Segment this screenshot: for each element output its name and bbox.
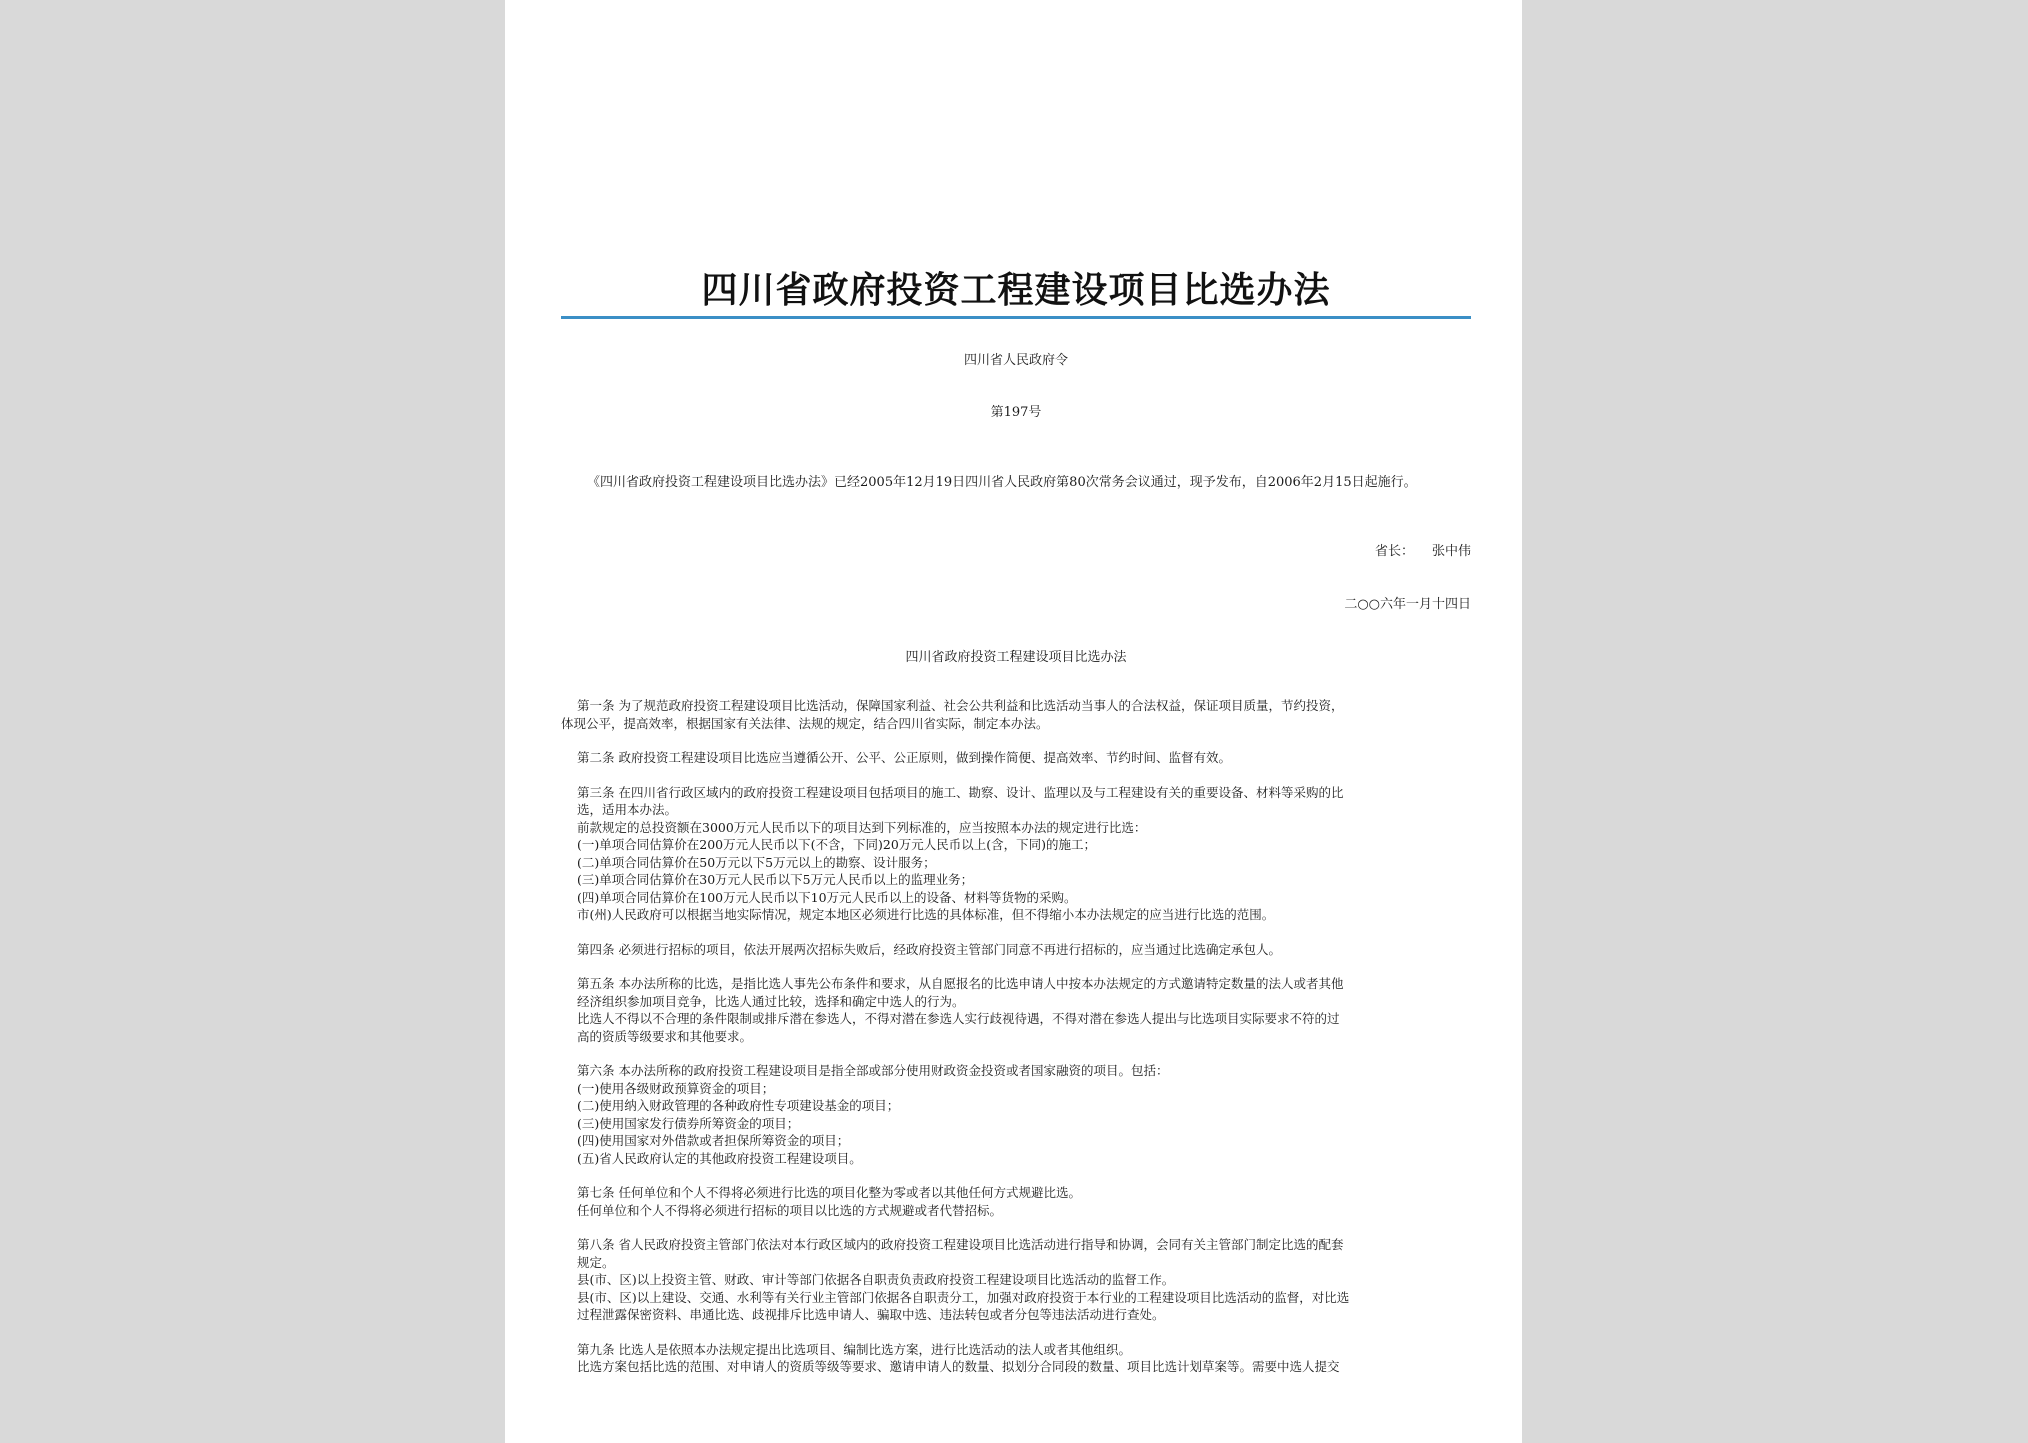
article-line: 过程泄露保密资料、串通比选、歧视排斥比选申请人、骗取中选、违法转包或者分包等违法活动进行查处。: [577, 1307, 1165, 1322]
article-line: (二)使用纳入财政管理的各种政府性专项建设基金的项目；: [577, 1098, 900, 1113]
signing-date: 二○○六年一月十四日: [1344, 597, 1471, 612]
article-paragraph: [561, 1341, 1471, 1376]
article-line: 第九条 比选人是依照本办法规定提出比选项目、编制比选方案，进行比选活动的法人或者其他组织。: [577, 1341, 1131, 1357]
signature-title: 省长：: [1374, 544, 1414, 559]
article-line: 第三条 在四川省行政区域内的政府投资工程建设项目包括项目的施工、勘察、设计、监理以及与工程建设有关的重要设备、材料等采购的比: [577, 784, 1344, 800]
article-line: 高的资质等级要求和其他要求。: [577, 1028, 753, 1044]
article-line: 比选方案包括比选的范围、对申请人的资质等级等要求、邀请申请人的数量、拟划分合同段的数量、项目比选计划草案等。需要中选人提交: [577, 1359, 1340, 1374]
article-line: 任何单位和个人不得将必须进行招标的项目以比选的方式规避或者代替招标。: [577, 1202, 1003, 1218]
article-paragraph: [561, 941, 1471, 959]
article-paragraph: [561, 784, 1471, 924]
article-line: 前款规定的总投资额在3000万元人民币以下的项目达到下列标准的，应当按照本办法的规定进行比选：: [577, 819, 1147, 835]
promulgation-text: 《四川省政府投资工程建设项目比选办法》已经2005年12月19日四川省人民政府第80次常务会议通过，现予发布，自2006年2月15日起施行。: [587, 475, 1417, 490]
article-line: 第七条 任何单位和个人不得将必须进行比选的项目化整为零或者以其他任何方式规避比选。: [577, 1185, 1081, 1200]
article-paragraph: [561, 1062, 1471, 1167]
article-line: 第二条 政府投资工程建设项目比选应当遵循公开、公平、公正原则，做到操作简便、提高效率、节约时间、监督有效。: [577, 750, 1231, 765]
body-title: 四川省政府投资工程建设项目比选办法: [905, 650, 1127, 665]
article-paragraph: [561, 697, 1471, 732]
article-line: (三)单项合同估算价在30万元人民币以下5万元人民币以上的监理业务；: [577, 872, 974, 887]
article-line: 第五条 本办法所称的比选，是指比选人事先公布条件和要求，从自愿报名的比选申请人中按本办法规定的方式邀请特定数量的法人或者其他: [577, 976, 1344, 991]
article-line: (三)使用国家发行债券所筹资金的项目；: [577, 1115, 800, 1131]
article-line: 比选人不得以不合理的条件限制或排斥潜在参选人，不得对潜在参选人实行歧视待遇，不得对潜在参选人提出与比选项目实际要求不符的过: [577, 1011, 1340, 1026]
article-line: 市(州)人民政府可以根据当地实际情况，规定本地区必须进行比选的具体标准，但不得缩小本办法规定的应当进行比选的范围。: [577, 907, 1275, 922]
order-number: 第197号: [990, 405, 1042, 420]
article-line: 第八条 省人民政府投资主管部门依法对本行政区域内的政府投资工程建设项目比选活动进行指导和协调，会同有关主管部门制定比选的配套: [577, 1237, 1344, 1252]
signature-name: 张中伟: [1431, 544, 1471, 559]
article-line: 经济组织参加项目竞争，比选人通过比较，选择和确定中选人的行为。: [577, 993, 965, 1009]
document-page: [505, 0, 1522, 1443]
article-line: (四)单项合同估算价在100万元人民币以下10万元人民币以上的设备、材料等货物的采购。: [577, 889, 1077, 905]
article-line: (一)单项合同估算价在200万元人民币以下(不含，下同)20万元人民币以上(含，下同)的施工；: [577, 837, 1097, 852]
article-line: (五)省人民政府认定的其他政府投资工程建设项目。: [577, 1150, 862, 1166]
article-paragraph: [561, 749, 1471, 767]
issuer-line: 四川省人民政府令: [963, 353, 1068, 368]
article-line: 第六条 本办法所称的政府投资工程建设项目是指全部或部分使用财政资金投资或者国家融资的项目。包括：: [577, 1063, 1169, 1078]
article-line: (二)单项合同估算价在50万元以下5万元以上的勘察、设计服务；: [577, 854, 936, 870]
article-line: (四)使用国家对外借款或者担保所筹资金的项目；: [577, 1133, 850, 1148]
article-paragraph: [561, 975, 1471, 1045]
article-line: 选，适用本办法。: [577, 802, 678, 817]
articles-body: [561, 697, 1471, 1393]
signature-line: [561, 540, 1471, 559]
document-title: 四川省政府投资工程建设项目比选办法: [701, 270, 1331, 311]
article-line: 体现公平，提高效率，根据国家有关法律、法规的规定，结合四川省实际，制定本办法。: [561, 715, 1049, 731]
article-line: 第四条 必须进行招标的项目，依法开展两次招标失败后，经政府投资主管部门同意不再进行招标的，应当通过比选确定承包人。: [577, 941, 1281, 957]
article-line: 规定。: [577, 1254, 615, 1270]
article-line: (一)使用各级财政预算资金的项目；: [577, 1080, 775, 1096]
article-line: 县(市、区)以上投资主管、财政、审计等部门依据各自职责负责政府投资工程建设项目比选活动的监督工作。: [577, 1272, 1175, 1287]
article-line: 县(市、区)以上建设、交通、水利等有关行业主管部门依据各自职责分工，加强对政府投资于本行业的工程建设项目比选活动的监督，对比选: [577, 1289, 1350, 1305]
article-paragraph: [561, 1236, 1471, 1324]
title-divider: [561, 316, 1471, 319]
article-paragraph: [561, 1184, 1471, 1219]
article-line: 第一条 为了规范政府投资工程建设项目比选活动，保障国家利益、社会公共利益和比选活动当事人的合法权益，保证项目质量，节约投资，: [577, 698, 1344, 713]
